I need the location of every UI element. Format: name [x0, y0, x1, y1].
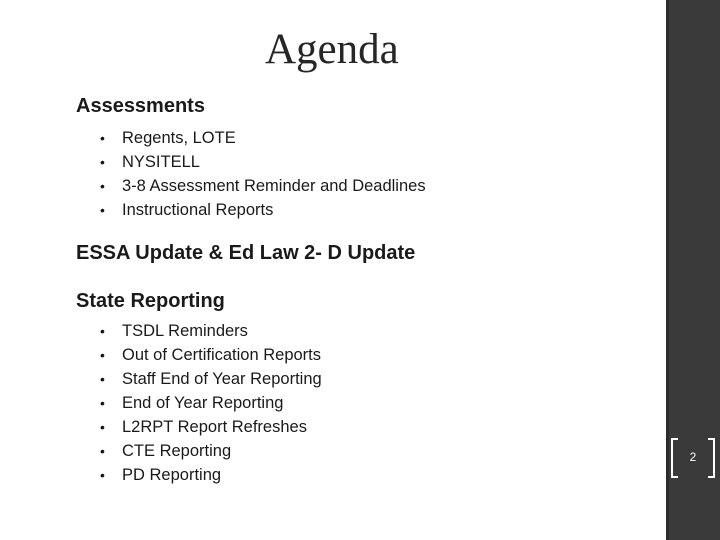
bullet-item: • TSDL Reminders: [100, 319, 322, 343]
bullet-item: • Staff End of Year Reporting: [100, 367, 322, 391]
bullet-item: • L2RPT Report Refreshes: [100, 415, 322, 439]
bullet-item: • End of Year Reporting: [100, 391, 322, 415]
bullet-item: • CTE Reporting: [100, 439, 322, 463]
bullet-item: • PD Reporting: [100, 463, 322, 487]
bullet-item: • Out of Certification Reports: [100, 343, 322, 367]
slide-title: Agenda: [265, 26, 399, 73]
state-reporting-bullet-list: [100, 319, 322, 487]
side-bar-edge: [666, 0, 669, 540]
bullet-item: • NYSITELL: [100, 150, 426, 174]
bullet-item: • 3-8 Assessment Reminder and Deadlines: [100, 174, 426, 198]
bullet-item: • Instructional Reports: [100, 198, 426, 222]
page-number: 2: [689, 450, 697, 464]
section-heading-assessments: Assessments: [76, 95, 205, 117]
page-number-badge: [671, 438, 715, 478]
bullet-item: • Regents, LOTE: [100, 126, 426, 150]
section-heading-state-reporting: State Reporting: [76, 290, 225, 312]
assessments-bullet-list: [100, 126, 426, 222]
section-heading-essa-update: ESSA Update & Ed Law 2- D Update: [76, 242, 416, 264]
right-bracket-icon: [708, 438, 715, 478]
